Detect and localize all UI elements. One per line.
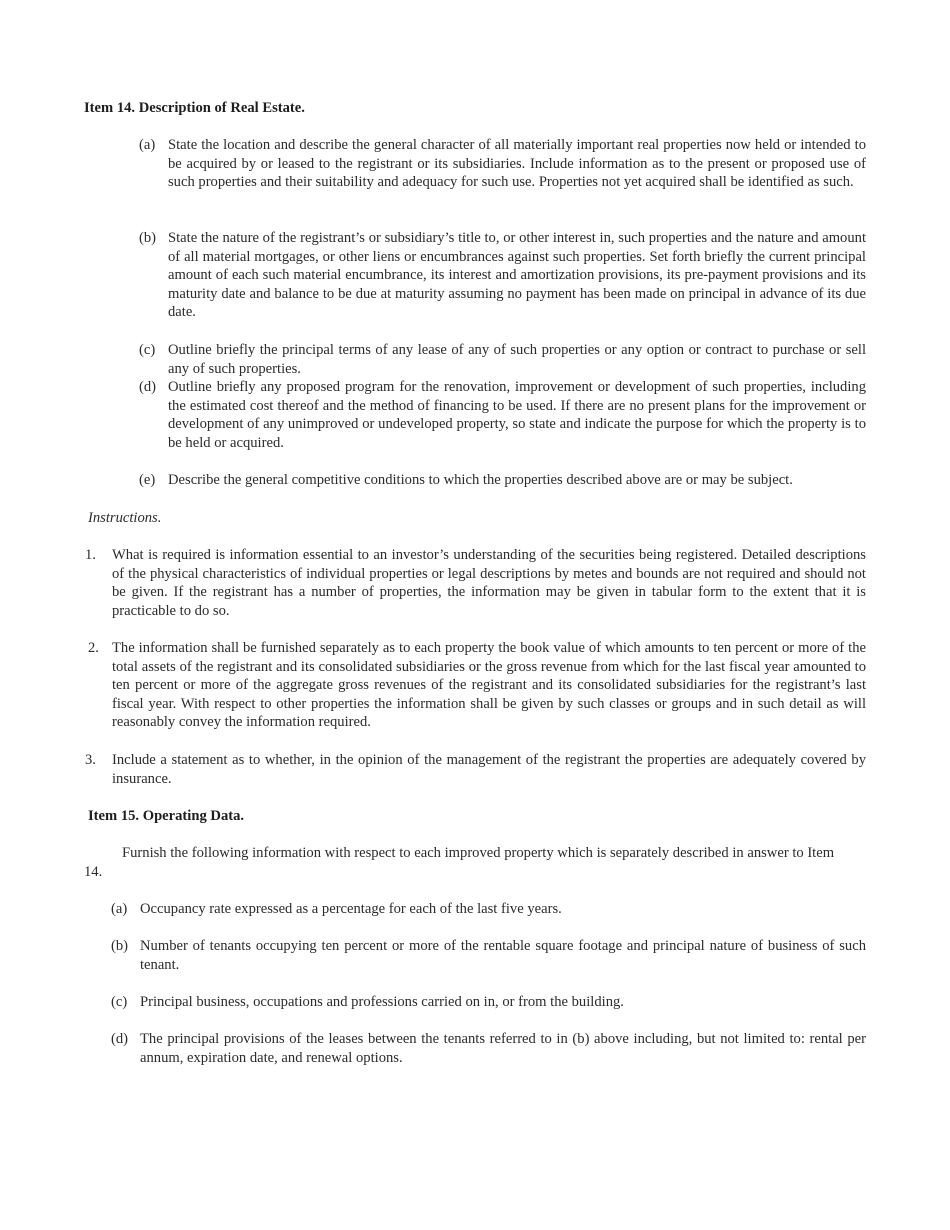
item-14-heading: Item 14. Description of Real Estate. [84, 100, 305, 116]
item-marker: (a) [139, 137, 156, 153]
item-14-d [139, 378, 866, 452]
item-text: Describe the general competitive conditions to which the properties described above are or may be subject. [168, 472, 793, 488]
item-text: State the nature of the registrant’s or subsidiary’s title to, or other interest in, such properties and the nature and amount of all material mortgages, or other liens or encumbrances against such properties. Set forth briefly the current principal amount of each such material encumbrance, its interest and amortization provisions, its pre-payment provisions and its maturity date and balance to be due at maturity assuming no payment has been made on principal in advance of its due date. [168, 230, 866, 321]
item-text: Include a statement as to whether, in the opinion of the management of the registrant the properties are adequately covered by insurance. [112, 752, 866, 787]
item-15-intro-continued: 14. [84, 864, 103, 880]
item-text: Outline briefly any proposed program for the renovation, improvement or development of such properties, including the estimated cost thereof and the method of financing to be used. If there are no present plans for the improvement or development of any unimproved or undeveloped property, so state and indicate the purpose for which the property is to be held or acquired. [168, 379, 866, 451]
instructions-heading: Instructions. [88, 510, 162, 526]
item-marker: (b) [139, 230, 157, 246]
item-text: What is required is information essential to an investor’s understanding of the securities being registered. Detailed descriptions of the physical characteristics of individual properties or legal descriptions by metes and bounds are not required and should not be given. If the registrant has a number of properties, the information may be given in tabular form to the extent that it is practicable to do so. [112, 547, 866, 619]
item-marker: (b) [111, 938, 129, 954]
item-text: The information shall be furnished separately as to each property the book value of which amounts to ten percent or more of the total assets of the registrant and its consolidated subsidiaries or the gross revenue from which for the last fiscal year amounted to ten percent or more of the aggregate gross revenues of the registrant and its consolidated subsidiaries for the registrant’s last fiscal year. With respect to other properties the information shall be given by such classes or groups and in such detail as will reasonably convey the information required. [112, 640, 866, 731]
item-15-b [111, 937, 866, 974]
item-marker: 2. [88, 640, 99, 656]
instruction-3 [85, 751, 866, 788]
item-marker: (a) [111, 901, 128, 917]
item-text: State the location and describe the general character of all materially important real properties now held or intended to be acquired by or leased to the registrant or its subsidiaries. Include information as to the present or proposed use of such properties and their suitability and adequacy for such use. Properties not yet acquired shall be identified as such. [168, 137, 866, 191]
item-14-e [139, 471, 866, 490]
item-marker: 3. [85, 752, 96, 768]
item-text: Number of tenants occupying ten percent or more of the rentable square footage and principal nature of business of such tenant. [140, 938, 866, 973]
item-marker: (c) [111, 994, 128, 1010]
item-14-a [139, 136, 866, 192]
item-15-d [111, 1030, 866, 1067]
item-marker: (d) [139, 379, 157, 395]
item-marker: (d) [111, 1031, 129, 1047]
instruction-2 [88, 639, 866, 732]
item-marker: (c) [139, 342, 156, 358]
instruction-1 [85, 546, 866, 620]
item-text: Outline briefly the principal terms of any lease of any of such properties or any option or contract to purchase or sell any of such properties. [168, 342, 866, 377]
item-15-intro: Furnish the following information with respect to each improved property which is separately described in answer to Item [122, 845, 835, 861]
item-15-a [111, 900, 866, 919]
item-marker: 1. [85, 547, 96, 563]
item-marker: (e) [139, 472, 156, 488]
item-text: Occupancy rate expressed as a percentage for each of the last five years. [140, 901, 562, 917]
item-14-b [139, 229, 866, 322]
item-15-heading: Item 15. Operating Data. [88, 808, 245, 824]
item-15-c [111, 993, 866, 1012]
item-text: Principal business, occupations and professions carried on in, or from the building. [140, 994, 624, 1010]
item-text: The principal provisions of the leases between the tenants referred to in (b) above including, but not limited to: rental per annum, expiration date, and renewal options. [140, 1031, 866, 1066]
item-14-c [139, 341, 866, 378]
